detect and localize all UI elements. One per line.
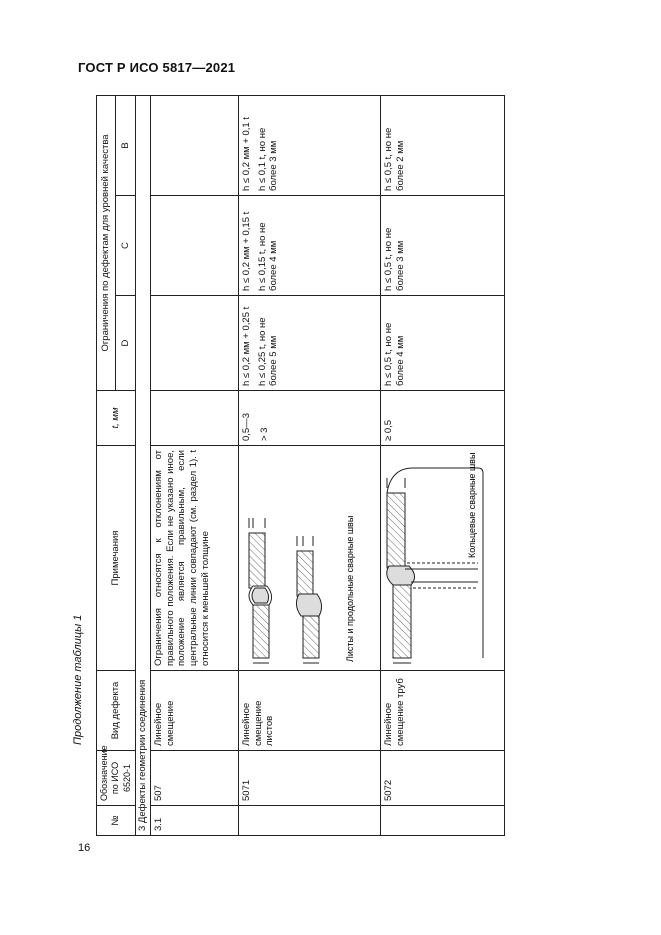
row-b: h ≤ 0,5 t, но не более 2 мм [380, 95, 504, 195]
row-c-value: h ≤ 0,15 t, но не более 4 мм [256, 222, 280, 291]
row-t-cell [238, 391, 380, 446]
header-level-d: D [116, 296, 135, 391]
row-code: 5071 [238, 751, 380, 806]
pipe-figure-caption: Кольцевые сварные швы [466, 453, 477, 558]
row-c [150, 196, 238, 296]
row-number: 3.1 [150, 806, 238, 836]
plate-figure-caption: Листы и продольные сварные швы [344, 515, 355, 662]
table-row [150, 95, 238, 835]
pipe-figure-cell [380, 446, 504, 671]
row-c-value: h ≤ 0,2 мм + 0,15 t [240, 211, 252, 291]
header-t: t, мм [97, 391, 136, 446]
row-number [380, 806, 504, 836]
row-code: 5072 [380, 751, 504, 806]
row-b-value: h ≤ 0,1 t, но не более 3 мм [256, 127, 280, 191]
page-number: 16 [78, 842, 91, 854]
row-c: h ≤ 0,5 t, но не более 3 мм [380, 196, 504, 296]
plate-figure-cell [238, 446, 380, 671]
row-d-value: h ≤ 0,2 мм + 0,25 t [240, 306, 252, 386]
row-note: Ограничения относятся к отклонениям от правильного положения. Если не указано иное, положение является правильным, если центральные линии совпадают (см. раздел 1). t относится к меньшей толщине [150, 446, 238, 671]
document-header: ГОСТ Р ИСО 5817—2021 [78, 60, 236, 75]
header-notes: Примечания [97, 446, 136, 671]
header-level-b: B [116, 95, 135, 195]
row-d-value: h ≤ 0,25 t, но не более 5 мм [256, 317, 280, 386]
row-d [150, 296, 238, 391]
section-title: 3 Дефекты геометрии соединения [135, 95, 150, 835]
row-t-value: 0,5—3 [240, 413, 252, 441]
header-level-c: C [116, 196, 135, 296]
header-defect-type: Вид дефекта [97, 671, 136, 751]
row-t [150, 391, 238, 446]
row-b [150, 95, 238, 195]
row-d-cell [238, 296, 380, 391]
header-no: № [97, 806, 136, 836]
row-defect: Линейное смещение [150, 671, 238, 751]
row-t: ≥ 0,5 [380, 391, 504, 446]
defects-table [96, 95, 505, 836]
row-d: h ≤ 0,5 t, но не более 4 мм [380, 296, 504, 391]
row-defect: Линейное смещение листов [238, 671, 380, 751]
row-t-value: > 3 [258, 427, 270, 441]
header-limits-group: Ограничения по дефектам для уровней качества [97, 95, 116, 390]
row-c-cell [238, 196, 380, 296]
row-b-value: h ≤ 0,2 мм + 0,1 t [240, 117, 252, 191]
row-number [238, 806, 380, 836]
header-designation: Обозначение по ИСО 6520-1 [97, 751, 136, 806]
rotated-table-container [96, 96, 489, 836]
table-caption: Продолжение таблицы 1 [72, 614, 84, 745]
row-b-cell [238, 95, 380, 195]
table-row [380, 95, 504, 835]
row-defect: Линейное смещение труб [380, 671, 504, 751]
table-row [238, 95, 380, 835]
row-code: 507 [150, 751, 238, 806]
pipe-misalignment-figure [383, 453, 498, 668]
plate-misalignment-figure [241, 453, 361, 668]
